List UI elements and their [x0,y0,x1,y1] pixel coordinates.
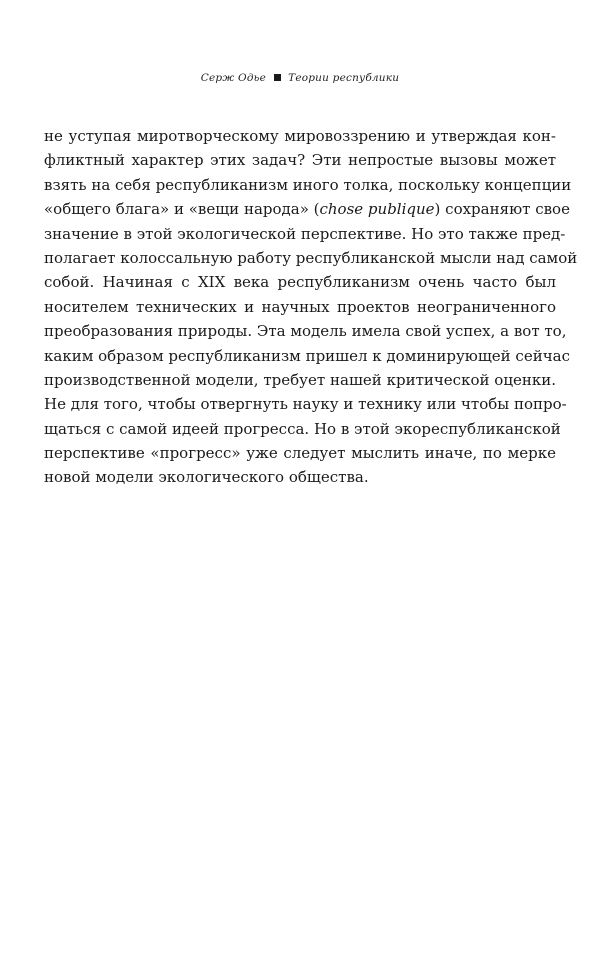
running-head [0,72,600,84]
body-paragraph [44,124,578,490]
text-line-part: «общего блага» и «вещи народа» ( [44,200,320,219]
text-line: каким образом республиканизм пришел к доминирующей сейчас [44,346,570,365]
text-line: полагает колоссальную работу республиканской мысли над самой [44,248,578,267]
running-head-title: Теории республики [288,72,400,84]
text-line: не уступая миротворческому мировоззрению и утверждая кон- [44,127,556,145]
separator-square-icon [274,74,281,81]
text-line [44,197,570,221]
running-head-author: Серж Одье [200,72,267,84]
text-line: значение в этой экологической перспективе. Но это также пред- [44,224,566,243]
text-line: преобразования природы. Эта модель имела свой успех, а вот то, [44,322,567,341]
text-line: носителем технических и научных проектов неограниченного [44,297,556,316]
text-line: Не для того, чтобы отвергнуть науку и технику или чтобы попро- [44,395,567,414]
text-line: производственной модели, требует нашей критической оценки. [44,370,556,389]
italic-term: chose publique [319,200,435,219]
text-line: щаться с самой идеей прогресса. Но в этой экореспубликанской [44,419,561,438]
text-line: взять на себя республиканизм иного толка, поскольку концепции [44,175,572,194]
text-line: фликтный характер этих задач? Эти непростые вызовы может [44,151,556,170]
text-line: перспективе «прогресс» уже следует мыслить иначе, по мерке [44,444,556,463]
text-line: собой. Начиная с XIX века республиканизм очень часто был [44,273,556,292]
text-line-part: ) сохраняют свое [434,200,570,219]
text-line-last: новой модели экологического общества. [44,468,369,487]
